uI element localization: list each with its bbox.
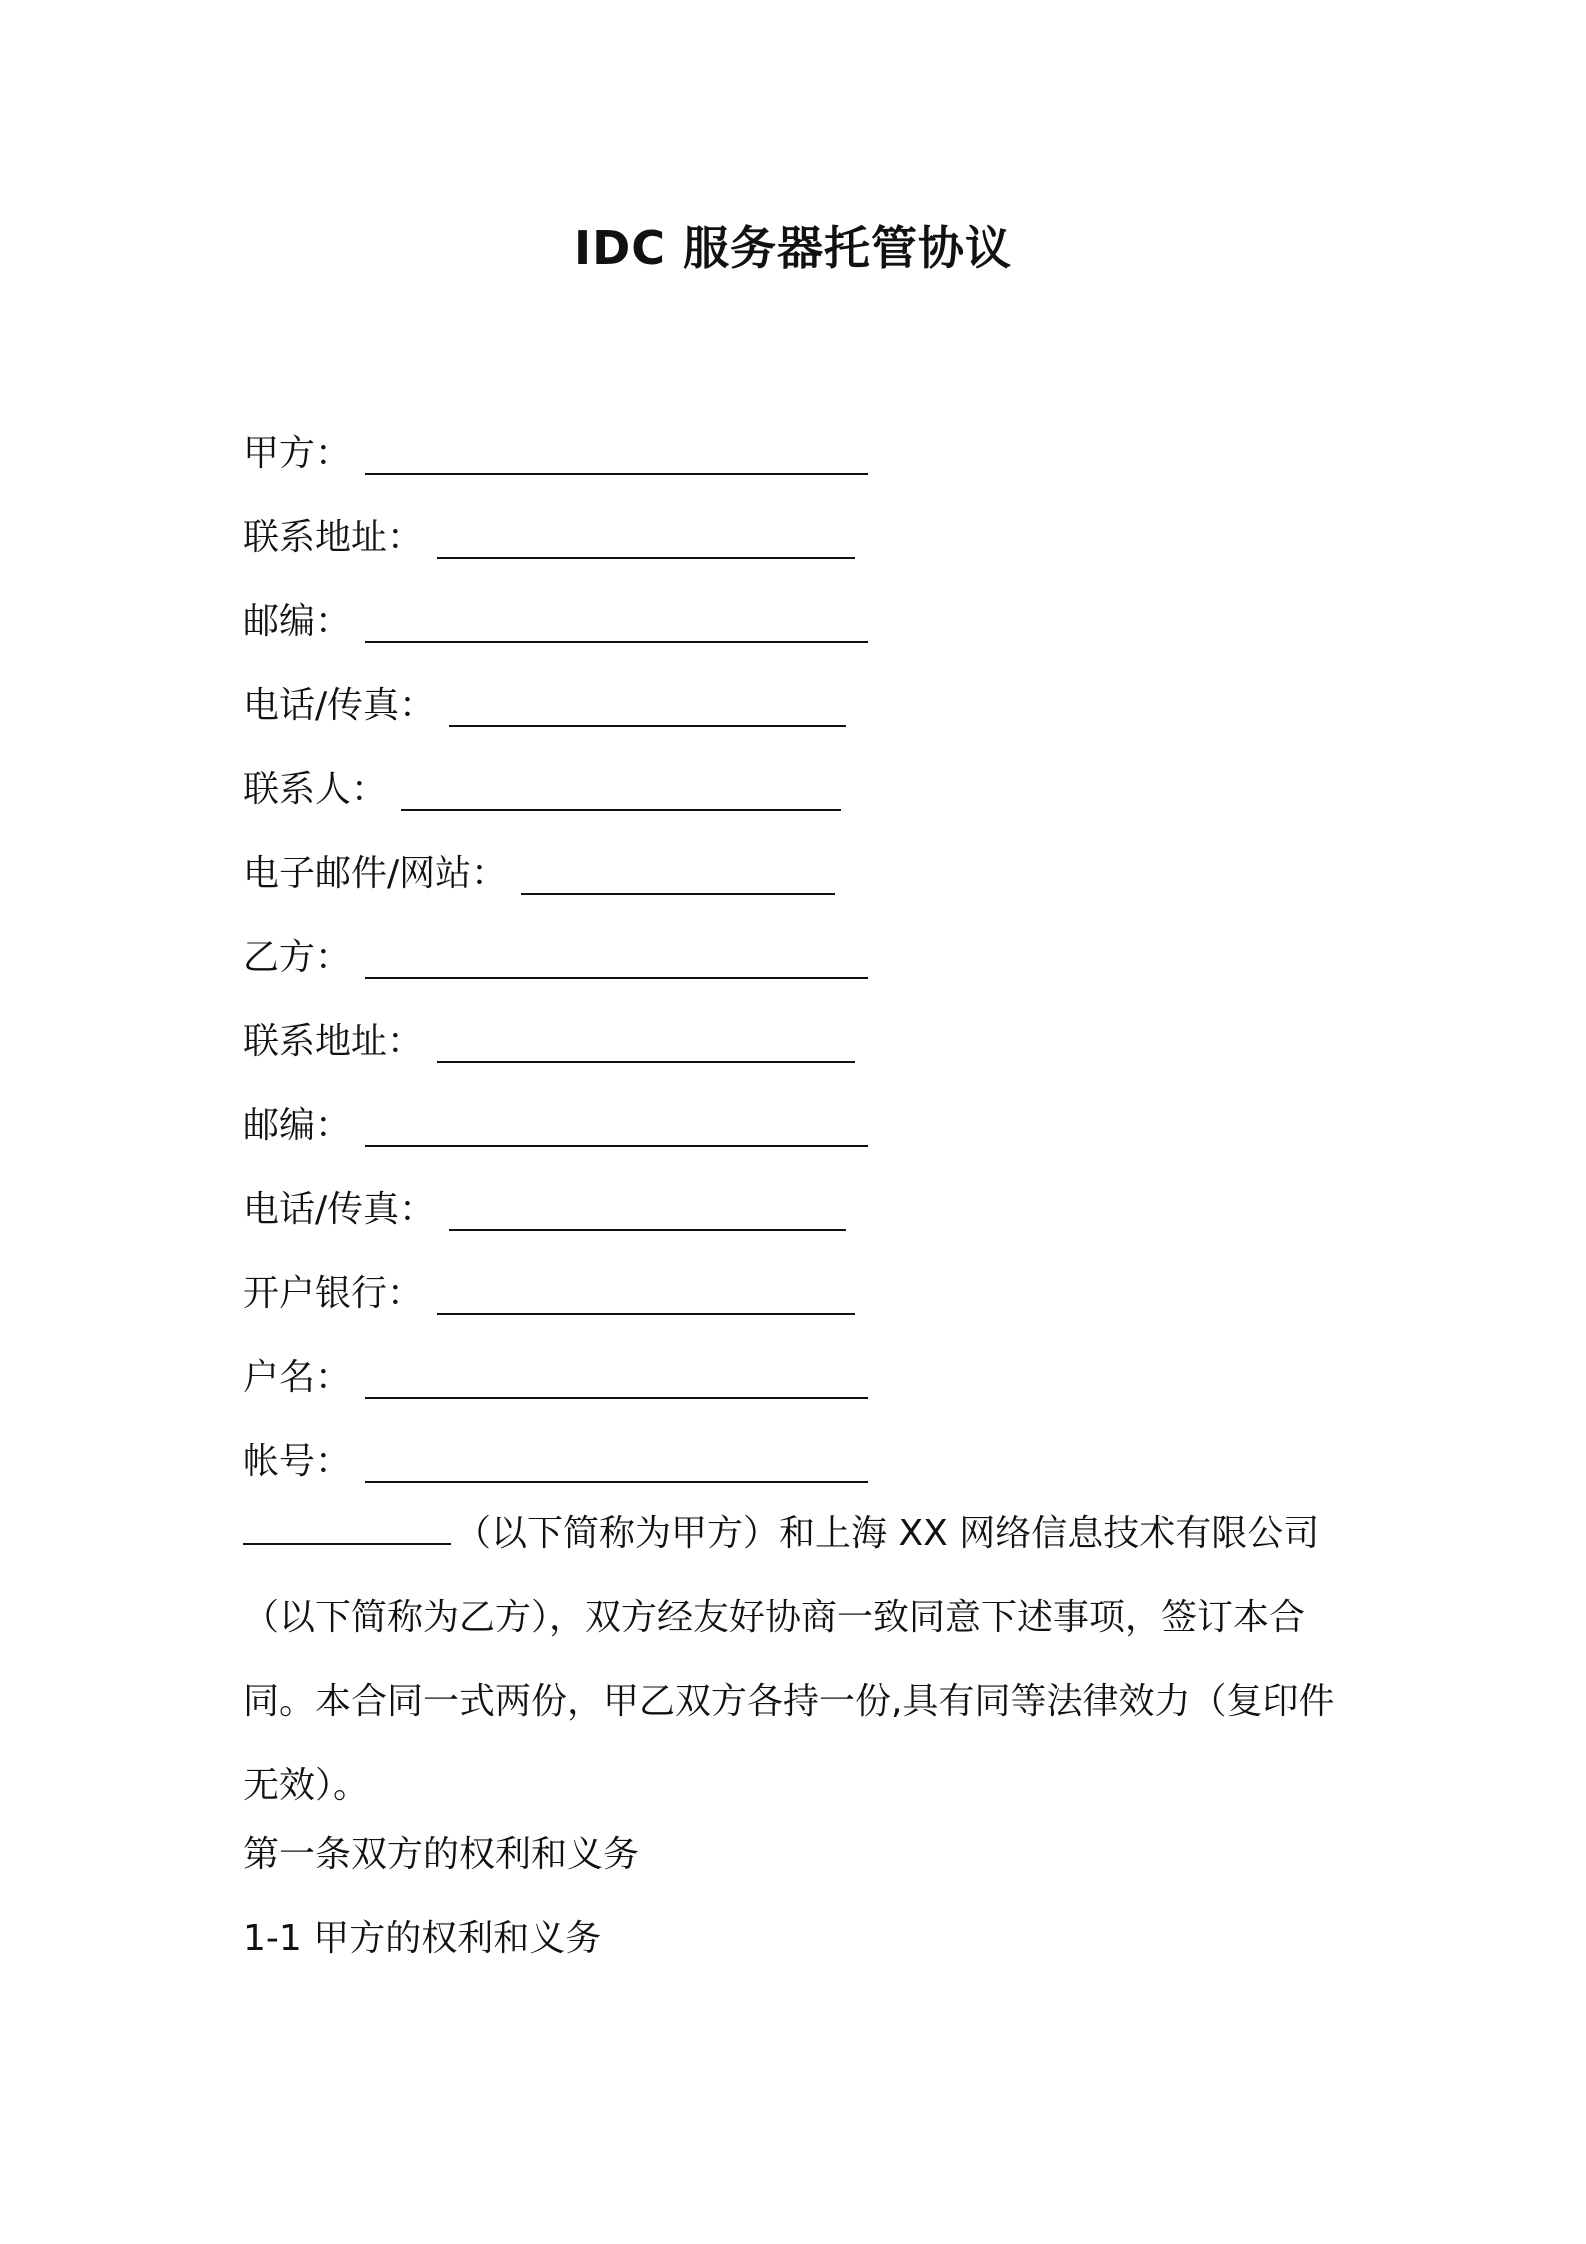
field-party-b-account-number xyxy=(243,1416,868,1500)
party-a-name-blank[interactable] xyxy=(243,1513,451,1545)
intro-paragraph xyxy=(243,1492,1363,1828)
field-label: 电话/传真 xyxy=(243,684,400,726)
field-party-b-phone-fax xyxy=(243,1164,868,1248)
fill-in-line[interactable] xyxy=(401,779,841,811)
party-fields xyxy=(243,408,868,1500)
fill-in-line[interactable] xyxy=(365,1115,868,1147)
field-party-a-phone-fax xyxy=(243,660,868,744)
fill-in-line[interactable] xyxy=(365,443,868,475)
field-colon: ： xyxy=(399,1188,436,1230)
field-label: 电话/传真 xyxy=(243,1188,400,1230)
field-label: 联系地址 xyxy=(243,516,388,558)
article-1-heading: 第一条双方的权利和义务 xyxy=(243,1834,640,1875)
field-colon: ： xyxy=(399,684,436,726)
field-colon: ： xyxy=(315,936,352,978)
field-party-b xyxy=(243,912,868,996)
field-colon: ： xyxy=(387,1020,424,1062)
fill-in-line[interactable] xyxy=(437,1031,855,1063)
field-party-a-contact xyxy=(243,744,868,828)
field-party-a-postcode xyxy=(243,576,868,660)
field-colon: ： xyxy=(315,432,352,474)
field-colon: ： xyxy=(387,1272,424,1314)
field-party-a-address xyxy=(243,492,868,576)
field-label: 联系人 xyxy=(243,768,352,810)
field-label: 乙方 xyxy=(243,936,316,978)
fill-in-line[interactable] xyxy=(365,1367,868,1399)
field-colon: ： xyxy=(351,768,388,810)
fill-in-line[interactable] xyxy=(365,1451,868,1483)
field-party-b-postcode xyxy=(243,1080,868,1164)
fill-in-line[interactable] xyxy=(365,947,868,979)
field-label: 邮编 xyxy=(243,600,316,642)
document-title: IDC 服务器托管协议 xyxy=(573,221,1013,275)
fill-in-line[interactable] xyxy=(449,1199,846,1231)
field-label: 电子邮件/网站 xyxy=(243,852,472,894)
field-colon: ： xyxy=(315,1104,352,1146)
field-colon: ： xyxy=(315,1440,352,1482)
fill-in-line[interactable] xyxy=(437,527,855,559)
field-label: 帐号 xyxy=(243,1440,316,1482)
field-colon: ： xyxy=(471,852,508,894)
field-party-b-address xyxy=(243,996,868,1080)
field-label: 邮编 xyxy=(243,1104,316,1146)
field-party-b-bank xyxy=(243,1248,868,1332)
field-colon: ： xyxy=(387,516,424,558)
article-1-1-heading: 1-1 甲方的权利和义务 xyxy=(243,1918,602,1959)
fill-in-line[interactable] xyxy=(437,1283,855,1315)
field-party-a-email-website xyxy=(243,828,868,912)
field-label: 甲方 xyxy=(243,432,316,474)
field-label: 联系地址 xyxy=(243,1020,388,1062)
intro-text: （以下简称为甲方）和上海 XX 网络信息技术有限公司（以下简称为乙方），双方经友好协商一致同意下述事项，签订本合同。本合同一式两份，甲乙双方各持一份,具有同等法律效力（复印件无效）。 xyxy=(243,1513,1335,1806)
fill-in-line[interactable] xyxy=(521,863,835,895)
field-party-a xyxy=(243,408,868,492)
fill-in-line[interactable] xyxy=(365,611,868,643)
field-colon: ： xyxy=(315,600,352,642)
fill-in-line[interactable] xyxy=(449,695,846,727)
field-colon: ： xyxy=(315,1356,352,1398)
field-label: 户名 xyxy=(243,1356,316,1398)
field-label: 开户银行 xyxy=(243,1272,388,1314)
field-party-b-account-name xyxy=(243,1332,868,1416)
